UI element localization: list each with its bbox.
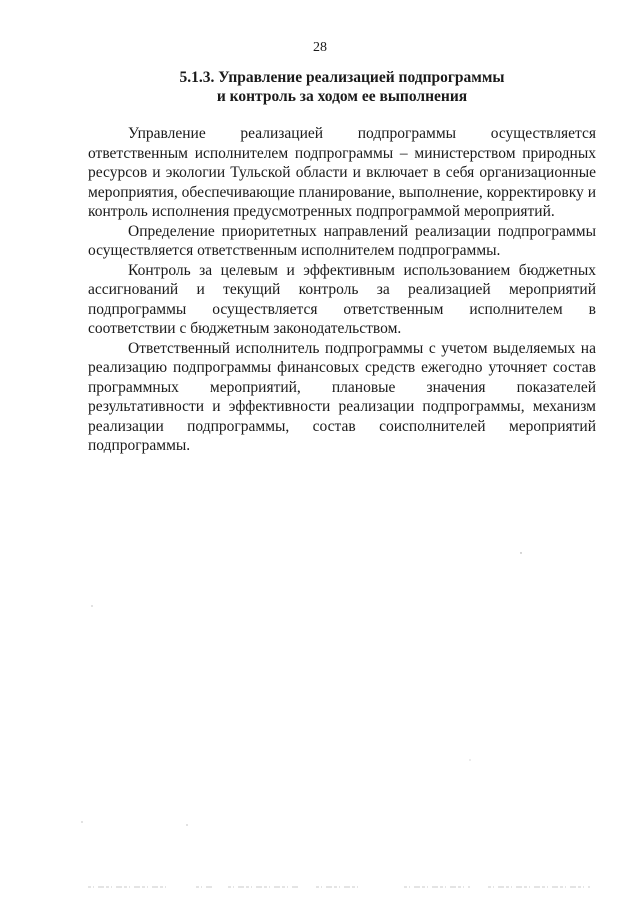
paragraph-control: Контроль за целевым и эффективным использованием бюджетных ассигнований и текущий контроль за реализацией мероприятий подпрограммы осуществляется ответственным исполнителем в соответствии с бюджетным законодательством.	[88, 261, 596, 337]
section-heading-line-1: 5.1.3. Управление реализацией подпрограммы	[179, 69, 505, 86]
paragraph-annual-review: Ответственный исполнитель подпрограммы с учетом выделяемых на реализацию подпрограммы финансовых средств ежегодно уточняет состав программных мероприятий, плановые значения показателей результативности и эффективности реализации подпрограммы, механизм реализации подпрограммы, состав соисполнителей мероприятий подпрограммы.	[88, 339, 596, 454]
section-heading	[88, 68, 596, 106]
section-heading-line-2: и контроль за ходом ее выполнения	[216, 88, 468, 105]
body-text	[88, 124, 596, 456]
paragraph-management: Управление реализацией подпрограммы осуществляется ответственным исполнителем подпрограммы – министерством природных ресурсов и экологии Тульской области и включает в себя организационные мероприятия, обеспечивающие планирование, выполнение, корректировку и контроль исполнения предусмотренных подпрограммой мероприятий.	[88, 125, 596, 220]
paragraph-priorities: Определение приоритетных направлений реализации подпрограммы осуществляется ответственным исполнителем подпрограммы.	[88, 222, 596, 259]
page-number: 28	[313, 40, 327, 55]
